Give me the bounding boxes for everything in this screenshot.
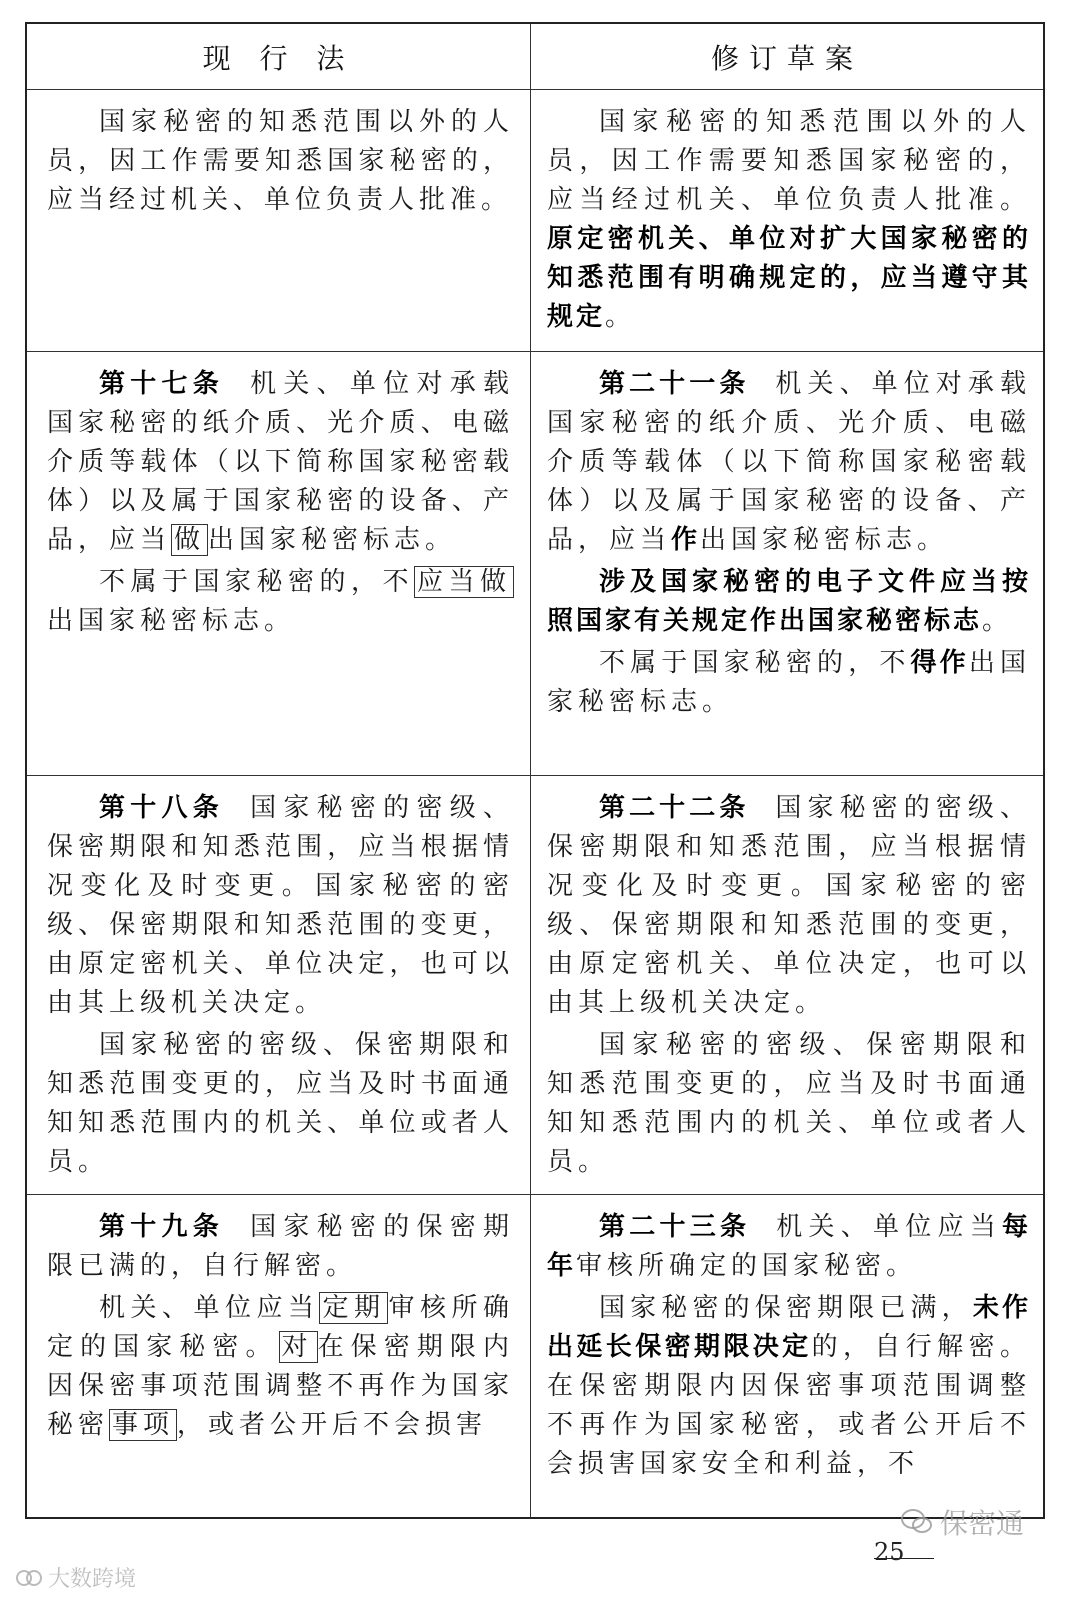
header-current-law: 现 行 法: [27, 24, 531, 89]
text-segment: 机关、单位对承载国家秘密的纸介质、光介质、电磁介质等载体（以下简称国家秘密载体）以及属于国家秘密的设备、产品，应当: [547, 369, 1031, 555]
table-row: [27, 776, 1043, 1195]
paragraph: [547, 789, 1031, 1023]
article-number: 第二十三条: [599, 1212, 751, 1242]
text-segment: 机关、单位应当: [776, 1212, 1002, 1242]
revised-draft-cell: [531, 1195, 1043, 1517]
text-segment: 机关、单位对承载国家秘密的纸介质、光介质、电磁介质等载体（以下简称国家秘密载体）以及属于国家秘密的设备、产品，应当: [47, 369, 514, 555]
text-segment: 国家秘密的保密期限已满，: [599, 1293, 973, 1323]
text-segment: 。: [605, 302, 637, 332]
text-segment: 国家秘密的保密期限已满的，自行解密。: [47, 1212, 514, 1281]
paragraph: [547, 1026, 1031, 1182]
text-segment: 国家秘密的知悉范围以外的人员，因工作需要知悉国家秘密的，应当经过机关、单位负责人批准。: [47, 107, 514, 215]
text-segment: 机关、单位应当: [99, 1293, 320, 1323]
text-segment: 出国家秘密标志。: [547, 648, 1031, 717]
paragraph: [547, 1208, 1031, 1286]
text-segment: 不属于国家秘密的，不: [99, 567, 414, 597]
article-number: 第十七条: [99, 369, 225, 399]
page-number: 25: [874, 1538, 905, 1566]
paragraph: [47, 1208, 514, 1286]
paragraph: [547, 1289, 1031, 1484]
paragraph: [547, 103, 1031, 337]
added-text: 原定密机关、单位对扩大国家秘密的知悉范围有明确规定的，应当遵守其规定: [547, 224, 1031, 332]
table-row: [27, 1195, 1043, 1517]
table-row: [27, 90, 1043, 352]
text-segment: 。: [982, 606, 1014, 636]
watermark-left-text: 大数跨境: [48, 1567, 137, 1592]
watermark-right: [900, 1502, 1024, 1542]
text-segment: 国家秘密的知悉范围以外的人员，因工作需要知悉国家秘密的，应当经过机关、单位负责人批准。: [547, 107, 1031, 215]
text-segment: 国家秘密的密级、保密期限和知悉范围变更的，应当及时书面通知知悉范围内的机关、单位或者人员。: [47, 1030, 514, 1177]
article-number: 第二十二条: [599, 793, 750, 823]
paragraph: [47, 563, 514, 641]
revised-draft-cell: [531, 90, 1043, 351]
added-text: 未作出延长保密期限决定: [547, 1293, 1031, 1362]
added-text: 每年: [547, 1212, 1031, 1281]
paragraph: [47, 789, 514, 1023]
article-number: 第十九条: [99, 1212, 225, 1242]
comparison-table: [25, 22, 1045, 1519]
paragraph: [47, 1289, 514, 1445]
changed-text-box: 事项: [109, 1409, 177, 1441]
added-text: 得作: [910, 648, 969, 678]
watermark-right-text: 保密通: [940, 1507, 1025, 1540]
changed-text-box: 应当做: [414, 566, 514, 598]
text-segment: ，或者公开后不会损害: [177, 1410, 488, 1440]
added-text: 涉及国家秘密的电子文件应当按照国家有关规定作出国家秘密标志: [547, 567, 1031, 636]
current-law-cell: [27, 352, 531, 775]
text-segment: 审核所确定的国家秘密。: [576, 1251, 918, 1281]
text-segment: 审核所确定的国家秘密。: [47, 1293, 514, 1362]
current-law-cell: [27, 776, 531, 1194]
revised-draft-cell: [531, 352, 1043, 775]
changed-text-box: 对: [279, 1331, 318, 1363]
brand-logo-icon: [14, 1567, 44, 1589]
paragraph: [47, 103, 514, 220]
text-segment: 出国家秘密标志。: [700, 525, 949, 555]
paragraph: [47, 365, 514, 560]
added-text: 作: [671, 525, 701, 555]
watermark-left: [14, 1562, 136, 1593]
changed-text-box: 定期: [319, 1292, 388, 1324]
text-segment: 出国家秘密标志。: [208, 525, 457, 555]
article-number: 第二十一条: [599, 369, 750, 399]
paragraph: [47, 1026, 514, 1182]
revised-draft-cell: [531, 776, 1043, 1194]
text-segment: 的，自行解密。在保密期限内因保密事项范围调整不再作为国家秘密，或者公开后不会损害国家安全和利益，不: [547, 1332, 1031, 1479]
paragraph: [547, 563, 1031, 641]
text-segment: 国家秘密的密级、保密期限和知悉范围，应当根据情况变化及时变更。国家秘密的密级、保密期限和知悉范围的变更，由原定密机关、单位决定，也可以由其上级机关决定。: [547, 793, 1031, 1018]
changed-text-box: 做: [171, 524, 208, 556]
text-segment: 国家秘密的密级、保密期限和知悉范围变更的，应当及时书面通知知悉范围内的机关、单位或者人员。: [547, 1030, 1031, 1177]
table-header-row: [27, 24, 1043, 90]
current-law-cell: [27, 90, 531, 351]
text-segment: 不属于国家秘密的，不: [599, 648, 911, 678]
paragraph: [547, 365, 1031, 560]
paragraph: [547, 644, 1031, 722]
text-segment: 出国家秘密标志。: [47, 606, 296, 636]
article-number: 第十八条: [99, 793, 225, 823]
table-row: [27, 352, 1043, 776]
text-segment: 在保密期限内因保密事项范围调整不再作为国家秘密: [47, 1332, 514, 1440]
text-segment: 国家秘密的密级、保密期限和知悉范围，应当根据情况变化及时变更。国家秘密的密级、保密期限和知悉范围的变更，由原定密机关、单位决定，也可以由其上级机关决定。: [47, 793, 514, 1018]
current-law-cell: [27, 1195, 531, 1517]
header-revised-draft: 修订草案: [710, 41, 863, 75]
wechat-icon: [900, 1508, 934, 1536]
